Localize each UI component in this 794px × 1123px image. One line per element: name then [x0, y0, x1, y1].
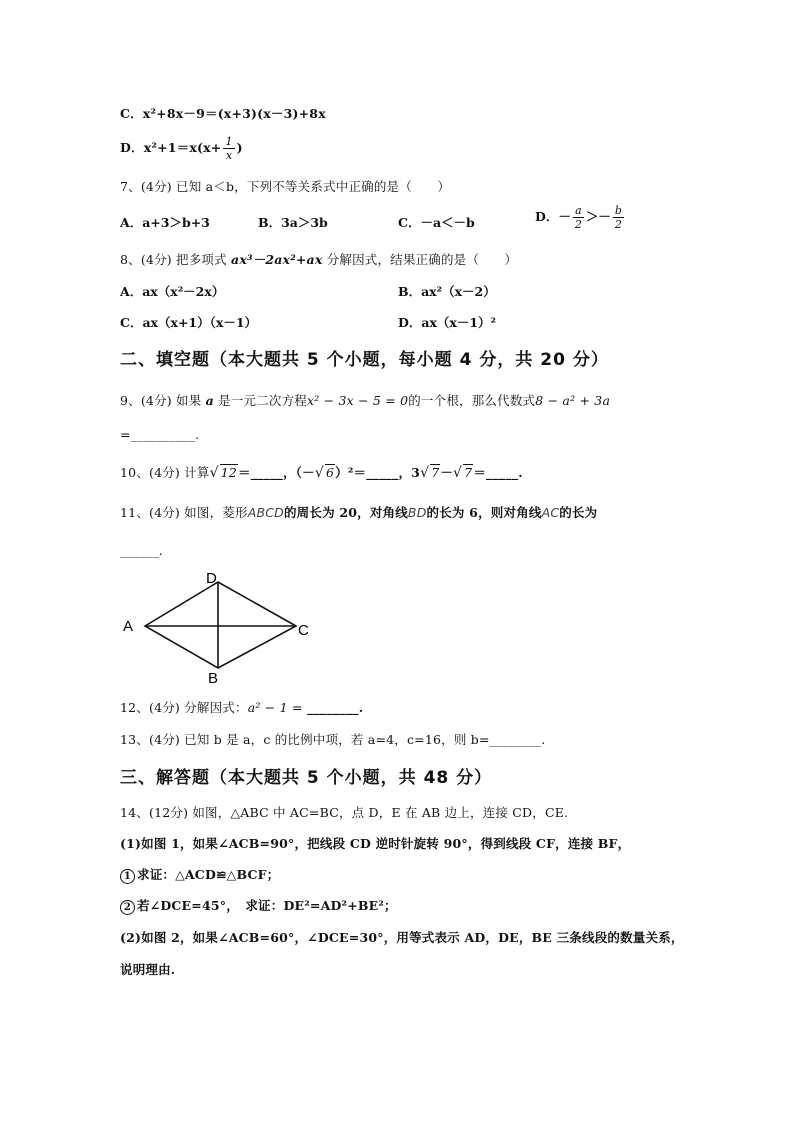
- fraction-1-over-x: [223, 135, 234, 162]
- radical-sign: √: [314, 465, 324, 481]
- q11-abcd: ABCD: [247, 505, 284, 520]
- q9-var-a: a: [205, 393, 214, 408]
- q14-part1-text: 求证：△ACD≌△BCF；: [137, 867, 280, 882]
- q10-prefix: 10、(4分) 计算: [120, 465, 210, 480]
- q7-option-b: B．3a＞3b: [258, 215, 328, 230]
- q7-option-d: [535, 204, 626, 231]
- q8-option-d: D．ax（x－1）²: [398, 315, 497, 330]
- frac-den: 2: [614, 218, 622, 231]
- rhombus-diagram: [118, 568, 318, 686]
- section-2-title: 二、填空题（本大题共 5 个小题，每小题 4 分，共 20 分）: [120, 350, 609, 370]
- question-14-line6: 说明理由.: [120, 962, 176, 977]
- section-3-title: 三、解答题（本大题共 5 个小题，共 48 分）: [120, 768, 493, 788]
- q8-option-c: C．ax（x+1）（x－1）: [120, 315, 258, 330]
- q8-expression: ax³－2ax²+ax: [231, 252, 323, 267]
- q8-prefix: 8、(4分) 把多项式: [120, 252, 232, 267]
- q7-d-mid: ＞－: [585, 209, 611, 224]
- question-14-line5: (2)如图 2，如果∠ACB=60°，∠DCE=30°，用等式表示 AD，DE，BE 三条线段的数量关系，: [120, 930, 684, 945]
- radical-sign: √: [453, 465, 463, 481]
- question-8-stem: [120, 250, 517, 268]
- q11-p3: 的长为 6，则对角线: [426, 505, 542, 520]
- vertex-label-c: C: [298, 622, 309, 639]
- q10-part4: ＝_____.: [473, 465, 523, 480]
- sqrt-7a: 7: [431, 465, 440, 480]
- option-d-prev: [120, 135, 243, 162]
- vertex-label-d: D: [206, 570, 217, 587]
- frac-num: b: [614, 204, 622, 217]
- q11-p4: 的长为: [559, 505, 598, 520]
- q8-suffix: 分解因式，结果正确的是（ ）: [322, 252, 518, 267]
- question-14-line3: [120, 865, 279, 884]
- frac-den: 2: [574, 218, 582, 231]
- q10-part1: ＝_____，（－: [238, 465, 315, 480]
- q9-mid: 是一元二次方程: [213, 393, 307, 408]
- question-14-line2: (1)如图 1，如果∠ACB=90°，把线段 CD 逆时针旋转 90°，得到线段 CF，连接 BF，: [120, 836, 631, 851]
- vertex-label-a: A: [123, 618, 134, 635]
- frac-num: 1: [225, 135, 233, 148]
- q9-expression: 8 − a² + 3a: [535, 393, 611, 408]
- q9-mid2: 的一个根，那么代数式: [408, 393, 536, 408]
- question-12: [120, 698, 363, 716]
- q12-prefix: 12、(4分) 分解因式：: [120, 700, 248, 715]
- fraction-a-over-2: [573, 204, 584, 231]
- radical-sign: √: [209, 465, 219, 481]
- question-10: [120, 463, 523, 481]
- q11-ac: AC: [541, 505, 560, 520]
- option-c-prev: C．x²+8x－9＝(x+3)(x－3)+8x: [120, 106, 326, 121]
- q14-part2-text: 若∠DCE=45°， 求证：DE²=AD²+BE²；: [137, 898, 397, 913]
- question-14-line4: [120, 896, 397, 915]
- q12-blank: ________.: [302, 700, 364, 715]
- option-d-prefix: D．x²+1＝x(x+: [120, 140, 222, 155]
- q10-part3: －: [440, 465, 454, 480]
- sqrt-7b: 7: [464, 465, 473, 480]
- fraction-b-over-2: [613, 204, 624, 231]
- q8-option-a: A．ax（x²－2x）: [120, 284, 225, 299]
- question-7-stem: 7、(4分) 已知 a＜b，下列不等关系式中正确的是（ ）: [120, 179, 451, 194]
- question-11: [120, 503, 597, 521]
- sqrt-12: 12: [220, 465, 238, 480]
- circled-number-2: 2: [120, 900, 135, 915]
- question-9-blank: =__________.: [120, 427, 200, 442]
- q7-d-prefix: D．－: [535, 209, 571, 224]
- vertex-label-b: B: [208, 670, 219, 686]
- sqrt-6: 6: [325, 465, 335, 480]
- question-13: 13、(4分) 已知 b 是 a，c 的比例中项，若 a=4，c=16，则 b=________.: [120, 732, 546, 747]
- q9-prefix: 9、(4分) 如果: [120, 393, 206, 408]
- radical-sign: √: [420, 465, 430, 481]
- rhombus-outline: [145, 582, 296, 668]
- question-11-blank: ______.: [120, 543, 163, 558]
- q10-part2: ）²＝_____，3: [335, 465, 421, 480]
- question-9: [120, 391, 610, 409]
- option-d-suffix: ): [236, 140, 243, 155]
- frac-den: x: [225, 149, 233, 162]
- q11-p2: 的周长为 20，对角线: [283, 505, 408, 520]
- q9-equation: x² − 3x − 5 = 0: [307, 393, 409, 408]
- question-14-line1: 14、(12分) 如图，△ABC 中 AC=BC，点 D，E 在 AB 边上，连接 CD，CE.: [120, 805, 569, 820]
- q7-option-a: A．a+3＞b+3: [120, 215, 210, 230]
- q12-expression: a² − 1 =: [247, 700, 303, 715]
- q11-bd: BD: [407, 505, 427, 520]
- circled-number-1: 1: [120, 869, 135, 884]
- q8-option-b: B．ax²（x－2）: [398, 284, 496, 299]
- frac-num: a: [573, 204, 584, 218]
- q7-option-c: C．－a＜－b: [398, 215, 475, 230]
- q11-p1: 11、(4分) 如图，菱形: [120, 505, 248, 520]
